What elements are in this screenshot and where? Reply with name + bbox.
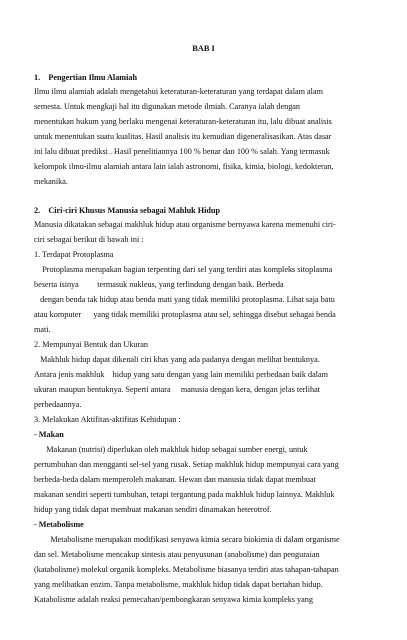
metabolisme-label: - Metabolisme xyxy=(34,520,84,529)
item1-line: beserta isinya termasuk nukleus, yang terlindung dengan baik. Berbeda xyxy=(34,280,284,289)
item2-line: Antara jenis makhluk hidup yang satu dengan yang lain memiliki perbedaan baik dalam xyxy=(34,370,328,379)
section1-heading: 1. Pengertian Ilmu Alamiah xyxy=(34,73,138,82)
section1-line: untuk menentukan suatu kualitas. Hasil analisis itu kemudian digeneralisasikan. Atas dasar xyxy=(34,132,332,141)
item1-line: Protoplasma merupakan bagian terpenting dari sel yang terdiri atas kompleks sitoplasma xyxy=(34,265,333,274)
makan-line: pertumbuhan dan mengganti sel-sel yang rusak. Setiap makhluk hidup mempunyai cara yang xyxy=(34,460,339,469)
item2-line: Makhluk hidup dapat dikenali ciri khas yang ada padanya dengan melihat bentuknya. xyxy=(34,355,320,364)
metabolisme-line: Metabolisme merupakan modifikasi senyawa kimia secara biokimia di dalam organisme xyxy=(34,535,340,544)
section1-line: menentukan hukum yang berlaku mengenai keteraturan-keteraturan itu, lalu dibuat analisis xyxy=(34,117,332,126)
makan-line: berbeda-beda dalam memperoleh makanan. Hewan dan manusia tidak dapat membuat xyxy=(34,475,316,484)
metabolisme-line: Katabolisme adalah reaksi pemecahan/pembongkaran senyawa kimia kompleks yang xyxy=(34,595,313,604)
item2-line: ukuran maupun bentuknya. Seperti antara manusia dengan kera, dengan jelas terlihat xyxy=(34,385,321,394)
item1-line: atau komputer yang tidak memiliki protoplasma atau sel, sehingga disebut sebagai benda xyxy=(34,310,336,319)
makan-line: Makanan (nutrisi) diperlukan oleh makhluk hidup sebagai sumber energi, untuk xyxy=(34,445,308,454)
item3-label: 3. Melakukan Aktifitas-aktifitas Kehidupan : xyxy=(34,415,181,424)
metabolisme-line: (katabolisme) molekul organik kompleks. Metabolisme biasanya terdiri atas tahapan-tahapan xyxy=(34,565,339,574)
section2-intro-line: ciri sebagai berikut di bawah ini : xyxy=(34,235,144,244)
section1-line: Ilmu ilmu alamiah adalah mengetahui keteraturan-keteraturan yang terdapat dalam alam xyxy=(34,87,323,96)
item1-line: dengan benda tak hidup atau benda mati yang tidak memiliki protoplasma. Lihat saja batu xyxy=(34,295,335,304)
section2-heading: 2. Ciri-ciri Khusus Manusia sebagai Mahluk Hidup xyxy=(34,206,221,215)
section1-line: kelompok ilmu-ilmu alamiah antara lain ialah astronomi, fisika, kimia, biologi, kedokteran, xyxy=(34,162,334,171)
item2-line: perbedaannya. xyxy=(34,400,82,409)
section1-line: ini lalu dibuat prediksi . Hasil penelitiannya 100 % benar dan 100 % salah. Yang termasuk xyxy=(34,147,330,156)
section1-line: mekanika. xyxy=(34,177,68,186)
metabolisme-line: dan sel. Metabolisme mencakup sintesis atau penyusunan (anabolisme) dan penguraian xyxy=(34,550,320,559)
metabolisme-line: yang melibatkan enzim. Tanpa metabolisme, makhluk hidup tidak dapat bertahan hidup. xyxy=(34,580,323,589)
item1-line: mati. xyxy=(34,325,51,334)
makan-line: hidup yang tidak dapat membuat makanan sendiri dinamakan heterotrof. xyxy=(34,505,272,514)
item1-label: 1. Terdapat Protoplasma xyxy=(34,250,114,259)
chapter-title: BAB I xyxy=(192,44,215,53)
section1-line: semesta. Untuk mengkaji hal itu digunakan metode ilmiah. Caranya ialah dengan xyxy=(34,102,301,111)
item2-label: 2. Mempunyai Bentuk dan Ukuran xyxy=(34,340,148,349)
section2-intro-line: Manusia dikatakan sebagai makhluk hidup atau organisme bernyawa karena memenuhi ciri- xyxy=(34,220,336,229)
makan-label: - Makan xyxy=(34,430,64,439)
makan-line: makanan sendiri seperti tumbuhan, tetapi tergantung pada makhluk hidup lainnya. Makhluk xyxy=(34,490,335,499)
